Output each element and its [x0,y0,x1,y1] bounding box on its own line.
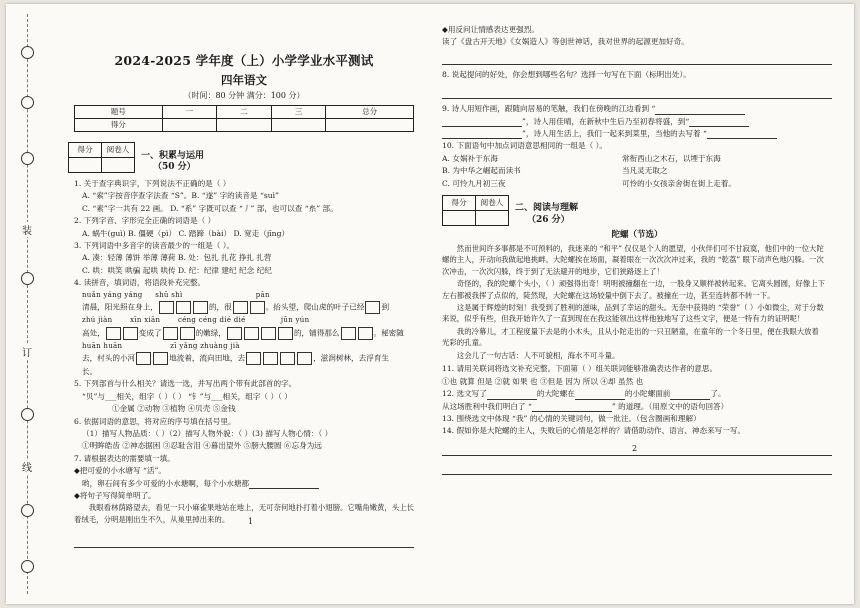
section-two-header [442,195,832,226]
grid-cell[interactable] [476,210,509,225]
binding-hole [21,408,34,421]
question-stem: 14. 假如你是大陀螺的主人，失败后的心情是怎样的？请借助动作、语言、神态来写一写。 [442,426,746,436]
question-option: ①也 就算 但是 ②就 如果 也 ③但是 因为 所以 ④却 虽然 也 [442,376,644,386]
passage-text: ，滋润树林，去浮育生 [313,353,390,363]
answer-line[interactable] [670,399,710,400]
answer-boxes[interactable] [232,301,266,314]
binding-hole [21,504,34,517]
reading-paragraph: 然而世间许多事都是不可预料的，我迷来的 “和平” 仅仅是个人的愿望，小伙伴们可不甘寂寞，他们中的一位大陀螺的主人，开动向我做起地挑衅。大陀螺挨在场面，凝着眼在一次次次冲过来，我的 “乾荔” 眼下动声色地闪躲。一次次冲击，一次次闪躲，终于到了无法避开的地步，它们狭路逐上了！ [442,243,824,276]
page-two [442,4,832,475]
passage-text: 的，很 [208,302,232,312]
question-5 [68,378,420,414]
pinyin-line: nuǎn yáng yáng shū shì pān [82,290,270,299]
score-header-cell: 二 [217,106,272,119]
exam-subtitle: 四年语文 [221,72,267,87]
question-stem: 13. 围绕选文中体现 “我” 的心情的关键词句，做一批注。（包含圈画和理解） [442,413,701,423]
section-points: （26 分） [527,214,570,225]
fill-line [82,301,420,314]
passage-text: 的，铺得那么 [293,328,340,338]
passage-text: 到 [381,302,390,312]
answer-boxes[interactable] [135,352,169,365]
reading-paragraph: 这是属于辉煌的时刻！我受到了胜利的滋味，品到了幸运的甜头。无奈中获得的 “荣誉”（ ）小如微尘，对于分数来说，似乎有些，但我开始许久了一直到现在在我这能领出这样他独地写了这些文字，便是一特有力的证明呢！ [442,303,824,324]
score-table [74,105,414,132]
question-stem: 10. 下面语句中加点词语意思相同的一组是（ ）。 [442,141,607,151]
fill-line [442,116,832,127]
option-row [442,165,832,176]
fill-line [82,352,420,365]
exam-time-info: （时间：80 分钟 满分：100 分） [183,91,305,100]
score-header-cell: 三 [271,106,326,119]
section-score-grid [68,142,135,173]
question-option: ①明眸皓齿 ②神态据困 ③忍耻含泪 ④暮出望外 ⑤膀大腰圆 ⑥忘身为远 [82,441,322,451]
question-option: A. 凑：轻薄 薄饼 举薄 薄荷 B. 处：包扎 扎花 挣扎 扎营 [82,253,272,263]
passage-text: 的小陀螺面前 [624,389,671,399]
answer-line[interactable] [249,488,319,489]
answer-line[interactable] [442,54,832,65]
question-7 [68,453,420,549]
question-option: A. 女娲补于东海 [442,153,498,163]
question-sub-prompt: ◆将句子写得简单明了。 [74,490,156,500]
section-two-title [515,203,578,226]
answer-line[interactable] [442,126,522,127]
option-row [442,178,832,189]
answer-line[interactable] [487,399,537,400]
question-stem: 4. 读拼音，填词语，将语段补充完整。 [74,278,206,288]
grid-label: 得分 [443,195,476,210]
binding-margin [6,4,48,604]
exam-title: 2024-2025 学年度（上）小学学业水平测试 [114,53,374,68]
answer-boxes[interactable] [158,301,209,314]
fill-line [442,128,832,139]
question-option: ①金属 ②动物 ③植物 ④贝壳 ⑤金钱 [112,404,236,414]
question-6 [68,416,420,452]
section-title-text: 一、积累与运用 [141,150,205,161]
binding-label-top: 装 [20,222,34,237]
answer-line[interactable] [689,126,749,127]
score-header-cell: 题号 [75,106,163,119]
passage-text: 从这场胜利中我们明白了 “ [442,401,532,411]
question-2 [68,215,420,239]
question-option: A. 蜗牛(guì) B. 僵硬（pì） C. 踏蹄（bài） D. 宽走（jīng） [82,228,290,238]
question-10 [442,140,832,189]
pinyin-line: zhú jiàn xīn xiān céng céng dié dié jūn yún [82,316,310,325]
reading-paragraph: 这会儿了一句古话：人不可貌相，海水不可斗量。 [456,350,620,360]
section-one-title [141,151,204,174]
reading-title: 陀螺（节选） [611,229,663,240]
question-3 [68,240,420,276]
question-option: 可怜的小女孩亲舍街在街上走着。 [622,178,736,188]
fill-line [82,478,420,489]
score-cell[interactable] [162,119,217,132]
passage-text: 高处， [82,328,105,338]
page-one [68,4,420,548]
grid-label: 阅卷人 [476,195,509,210]
binding-hole [21,46,34,59]
answer-boxes[interactable] [245,352,313,365]
passage-text: 的嫩绿， [195,328,226,338]
question-12 [442,388,832,399]
binding-label-mid: 订 [20,344,34,359]
question-option: B. 为中华之崛起而读书 [442,166,521,176]
score-cell[interactable] [326,119,414,132]
passage-text: 哟，卵石间有多少可爱的小水塘啊，每个小水塘都 [82,478,250,488]
question-stem: 6. 依据词语的意思，将对应的序号填在括号里。 [74,416,236,426]
grid-cell[interactable] [443,210,476,225]
score-cell[interactable] [217,119,272,132]
question-fill[interactable]: “贝”与___相关，组字（ ）（ ） “钅”与___相关，组字（ ）（ ） [82,391,292,401]
question-option: 常衔西山之木石，以堙于东海 [622,153,721,163]
question-stem: 9. 诗人用短作画，跟随向居易的笔触，我们在傍晚的江边看到 “ [442,104,656,114]
question-stem: 11. 请用关联词将选文补充完整。下面第（ ）组关联词能够准确表达作者的意思。 [442,364,718,374]
question-sub-prompt: ◆用反问让情感表达更强烈。 [442,25,539,34]
question-1 [68,178,420,214]
reading-paragraph: 奇怪的，我的陀螺个头小，（ ）顽强得出奇！明明被撞翻在一边，一股身又顺样被转起来。它离头圆圆，好像上下左右都被我挥了点似的，陡然现，大陀螺在这场较量中倒下去了。被撞在一边，甚至连转都不转一下。 [442,279,825,300]
grid-cell[interactable] [69,158,102,173]
section-one-header [68,142,420,173]
section-title-text: 二、阅读与理解 [515,203,579,214]
question-stem: 2. 下列字音、字形完全正确的词语是（ ） [74,216,216,226]
question-stem: 3. 下列词语中多音字的读音最少的一组是（ ）。 [74,240,235,250]
section-points: （50 分） [153,161,196,172]
passage-text: 长。 [82,367,98,377]
passage-text: 。抬头望，爬山虎的叶子已经 [265,302,365,312]
question-option: C. 可怜九月初三夜 [442,178,506,188]
answer-boxes[interactable] [105,327,139,340]
score-row-label: 得分 [75,119,163,132]
answer-line[interactable] [442,464,832,475]
answer-boxes[interactable] [364,301,381,314]
question-option: C. 哄：哄笑 哄骗 起哄 哄传 D. 纪：纪律 建纪 纪念 纪纪 [82,265,272,275]
passage-paragraph: 我眼看林荫路望去，看见一只小麻雀果地站在地上，无可奈何地扑打着小翅膀。它嘴角嫩黄，头上长着绒毛，分明是刚出生不久，从巢里掉出来的。 [74,503,414,524]
binding-hole [21,152,34,165]
answer-boxes[interactable] [340,327,374,340]
question-stem: 8. 说起提问的好处，你会想到哪些名句？选择一句写在下面（标明出处）。 [442,69,691,79]
grid-cell[interactable] [102,158,135,173]
answer-boxes[interactable] [162,327,196,340]
passage-text: 的大陀螺在 [536,389,575,399]
question-9 [442,103,832,139]
question-stem: 7. 请根据表达的需要填一填。 [74,453,175,463]
answer-line[interactable] [442,88,832,99]
passage-text: ”，诗人用生活上，我们一起来到菜里，当他的去写着 “ [522,128,707,138]
passage-text: ”，诗人用佳晴，在新秋中生后乃至初春将盛，到“ [522,116,690,126]
section-score-grid [442,195,509,226]
fill-line [442,103,832,114]
reading-paragraph: 我的冷幕儿，才工程度量下去是的小木头，且从小陀走出的一只丑陋童，在童年的一个冬日里，便在我眼大放着光彩的孔童。 [442,326,819,348]
binding-label-bot: 线 [20,459,34,474]
page-number: 2 [632,443,638,453]
passage-text: 了。 [710,389,726,399]
passage-text: 地流着，流向田地，去 [169,353,246,363]
answer-boxes[interactable] [226,327,294,340]
answer-line[interactable] [707,138,777,139]
option-row [442,153,832,164]
grid-label: 得分 [69,143,102,158]
passage-text: ” 的道理。（用原文中的语句回答） [611,401,729,411]
binding-hole [21,272,34,285]
score-header-cell: 总分 [326,106,414,119]
answer-line[interactable] [74,537,414,548]
passage-text: 变成了 [138,328,162,338]
question-option: 当凡灵无取之 [622,166,668,176]
score-header-cell: 一 [162,106,217,119]
question-fill[interactable]: （1）描写人物品质：（ ）（2）描写人物外貌：（ ）(3) 描写人物心情：（ ） [82,428,333,438]
binding-hole [21,560,34,573]
passage-text: 读了《盘古开天地》《女娲造人》等创世神话，我对世界的起源更加好奇。 [442,37,689,47]
binding-hole [21,96,34,109]
score-cell[interactable] [271,119,326,132]
question-stem: 1. 关于查字典识字，下列说法不正确的是（ ） [74,179,231,188]
answer-line[interactable] [532,411,612,412]
exam-sheet [6,4,854,604]
answer-line[interactable] [655,114,745,115]
page-number: 1 [248,517,254,527]
question-stem: 12. 选文写了 [442,389,487,399]
answer-line[interactable] [575,399,625,400]
passage-text: 。秘密随 [373,328,404,338]
fill-line [82,327,420,340]
answer-line[interactable] [442,138,522,139]
passage-text: 去，村头的小河 [82,353,136,363]
question-option: A. “索”字按音序查字法查 “S”。B. “遂” 字的读音是 “suì” [82,191,279,201]
question-option: C. “素”字一共有 22 画。 D. “系” 字既可以查 “丿” 部，也可以查 “糸” 部。 [82,203,338,213]
passage-text: 清晨，阳光照在身上， [82,302,158,312]
question-stem: 5. 下列部首与什么相关？请选一选，并写出两个带有此部首的字。 [74,379,297,389]
question-12-cont [442,401,832,412]
pinyin-line: huān huān zī yǎng zhuàng jià [82,341,240,350]
grid-label: 阅卷人 [102,143,135,158]
question-4 [68,277,420,377]
question-sub-prompt: ◆把可爱的小水塘写 “活”。 [74,466,166,476]
